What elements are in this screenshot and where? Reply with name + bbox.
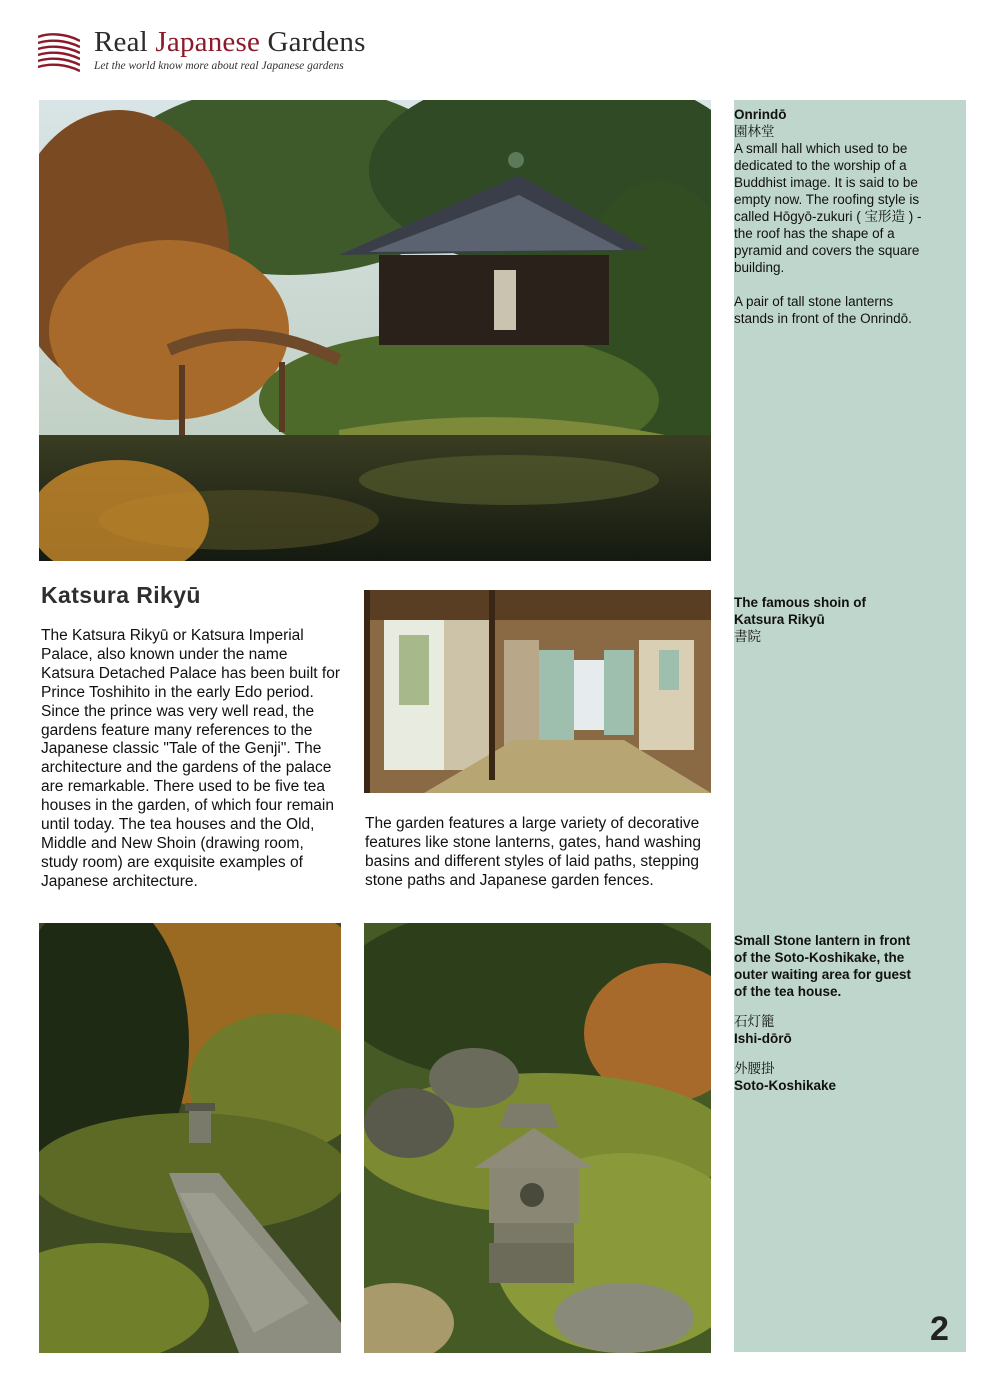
garden-features-caption: The garden features a large variety of decorative features like stone lanterns, gates, hand washing basins and different styles of laid paths, stepping stone paths and Japanese garden fences. bbox=[365, 815, 702, 889]
stone-lantern-photo bbox=[364, 923, 711, 1353]
shoin-photo bbox=[364, 590, 711, 793]
onrindo-title: Onrindō bbox=[734, 107, 787, 122]
term-ishidoro-kanji: 石灯籠 bbox=[734, 1014, 775, 1029]
site-tagline: Let the world know more about real Japanese gardens bbox=[94, 60, 344, 72]
logo-icon bbox=[38, 31, 80, 73]
site-title-prefix: Real bbox=[94, 26, 156, 58]
stone-path-photo bbox=[39, 923, 341, 1353]
site-title bbox=[94, 26, 366, 59]
onrindo-photo bbox=[39, 100, 711, 561]
article-body: The Katsura Rikyū or Katsura Imperial Palace, also known under the name Katsura Detached Palace has been built for Prince Toshihito in the early Edo period. Since the prince was very well read, the gardens feature many references to the Japanese classic "Tale of the Genji". The architecture and the gardens of the palace are remarkable. There used to be five tea houses in the garden, of which four remain until today. The tea houses and the Old, Middle and New Shoin (drawing room, study room) are exquisite examples of Japanese architecture. bbox=[41, 627, 340, 890]
shoin-caption bbox=[734, 594, 894, 645]
site-title-suffix: Gardens bbox=[260, 26, 366, 58]
term-sotokoshikake-romaji: Soto-Koshikake bbox=[734, 1078, 837, 1093]
onrindo-caption bbox=[734, 106, 934, 327]
onrindo-description: A small hall which used to be dedicated to the worship of a Buddhist image. It is said to be empty now. The roofing style is called Hōgyō-zukuri ( 宝形造 ) - the roof has the shape of a pyramid and covers the square building. bbox=[734, 141, 922, 275]
onrindo-kanji: 園林堂 bbox=[734, 124, 775, 139]
site-title-accent: Japanese bbox=[155, 26, 261, 58]
onrindo-note: A pair of tall stone lanterns stands in front of the Onrindō. bbox=[734, 294, 912, 326]
term-sotokoshikake-kanji: 外腰掛 bbox=[734, 1061, 775, 1076]
page-number: 2 bbox=[930, 1310, 949, 1348]
shoin-kanji: 書院 bbox=[734, 629, 761, 644]
term-ishidoro-romaji: Ishi-dōrō bbox=[734, 1031, 792, 1046]
shoin-title: The famous shoin of Katsura Rikyū bbox=[734, 595, 867, 627]
lantern-caption-text: Small Stone lantern in front of the Soto-Koshikake, the outer waiting area for guest of the tea house. bbox=[734, 933, 912, 999]
lantern-caption bbox=[734, 932, 919, 1094]
article-title: Katsura Rikyū bbox=[41, 582, 201, 608]
